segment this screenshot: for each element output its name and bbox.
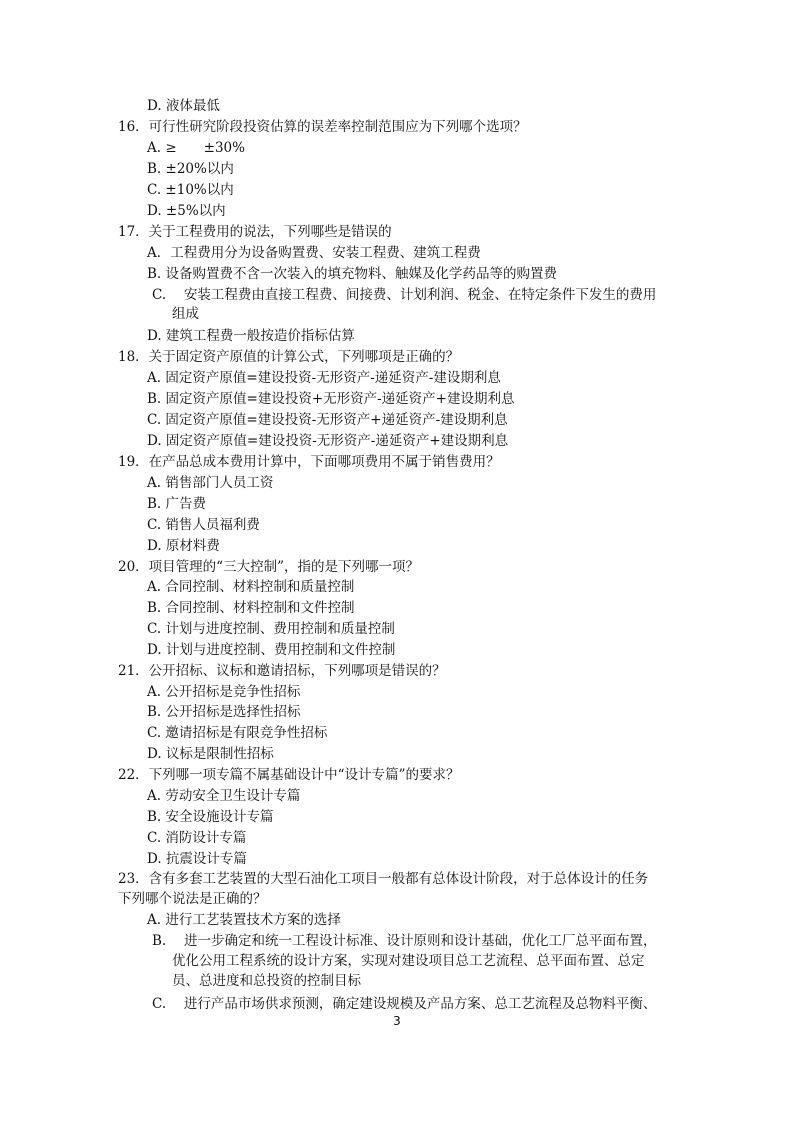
option-line: C. 进行产品市场供求预测，确定建设规模及产品方案、总工艺流程及总物料平衡、	[152, 996, 657, 1012]
option-line: A. 劳动安全卫生设计专篇	[147, 788, 301, 804]
option-line: D. 议标是限制性招标	[147, 746, 274, 762]
question-continuation: 下列哪个说法是正确的？	[118, 891, 267, 907]
question-23: 23．含有多套工艺装置的大型石油化工项目一般都有总体设计阶段，对于总体设计的任务	[118, 871, 649, 887]
option-line: D. 计划与进度控制、费用控制和文件控制	[147, 642, 396, 658]
option-line: A. 进行工艺装置技术方案的选择	[147, 912, 341, 928]
option-line: B. 进一步确定和统一工程设计标准、设计原则和设计基础，优化工厂总平面布置，	[152, 933, 657, 949]
question-19: 19．在产品总成本费用计算中，下面哪项费用不属于销售费用？	[118, 454, 500, 470]
question-16: 16．可行性研究阶段投资估算的误差率控制范围应为下列哪个选项？	[118, 119, 527, 135]
option-line: C. 固定资产原值=建设投资-无形资产+递延资产-建设期利息	[147, 412, 508, 428]
option-line: C. ±10%以内	[147, 182, 234, 198]
option-line: A. 合同控制、材料控制和质量控制	[147, 579, 355, 595]
option-line: B. 公开招标是选择性招标	[147, 704, 301, 720]
option-line: B. 广告费	[147, 496, 207, 512]
option-line: D. 原材料费	[147, 538, 220, 554]
option-line: A. 公开招标是竞争性招标	[147, 684, 301, 700]
option-line: C. 邀请招标是有限竞争性招标	[147, 725, 328, 741]
option-line: A. 固定资产原值=建设投资-无形资产-递延资产-建设期利息	[147, 370, 501, 386]
option-line: A. ≥ ±30%	[147, 140, 245, 156]
question-17: 17．关于工程费用的说法，下列哪些是错误的	[118, 224, 392, 240]
option-line: B. 安全设施设计专篇	[147, 809, 274, 825]
question-18: 18．关于固定资产原值的计算公式，下列哪项是正确的？	[118, 349, 460, 365]
option-line: D. 建筑工程费一般按造价指标估算	[147, 328, 355, 344]
page-number: 3	[393, 1014, 401, 1028]
question-20: 20．项目管理的“三大控制”，指的是下列哪一项？	[118, 559, 419, 575]
option-line: D. ±5%以内	[147, 203, 226, 219]
option-line: D. 抗震设计专篇	[147, 851, 247, 867]
option-line: C. 销售人员福利费	[147, 517, 260, 533]
option-line: C. 安装工程费由直接工程费、间接费、计划利润、税金、在特定条件下发生的费用	[152, 287, 657, 303]
option-line: B. 设备购置费不含一次装入的填充物料、触媒及化学药品等的购置费	[147, 266, 558, 282]
option-line: B. 合同控制、材料控制和文件控制	[147, 600, 355, 616]
option-line: A．工程费用分为设备购置费、安装工程费、建筑工程费	[147, 245, 481, 261]
option-line: B. ±20%以内	[147, 161, 234, 177]
option-line: D. 液体最低	[147, 98, 220, 114]
option-line: B. 固定资产原值=建设投资+无形资产-递延资产+建设期利息	[147, 391, 515, 407]
option-continuation: 优化公用工程系统的设计方案，实现对建设项目总工艺流程、总平面布置、总定	[172, 953, 645, 969]
question-22: 22．下列哪一项专篇不属基础设计中“设计专篇”的要求？	[118, 767, 460, 783]
option-line: A. 销售部门人员工资	[147, 475, 274, 491]
option-line: C. 消防设计专篇	[147, 830, 247, 846]
option-line: C. 计划与进度控制、费用控制和质量控制	[147, 621, 395, 637]
option-continuation: 组成	[172, 306, 199, 322]
option-continuation: 员、总进度和总投资的控制目标	[172, 973, 361, 989]
question-21: 21．公开招标、议标和邀请招标，下列哪项是错误的？	[118, 663, 446, 679]
option-line: D. 固定资产原值=建设投资-无形资产-递延资产+建设期利息	[147, 433, 509, 449]
